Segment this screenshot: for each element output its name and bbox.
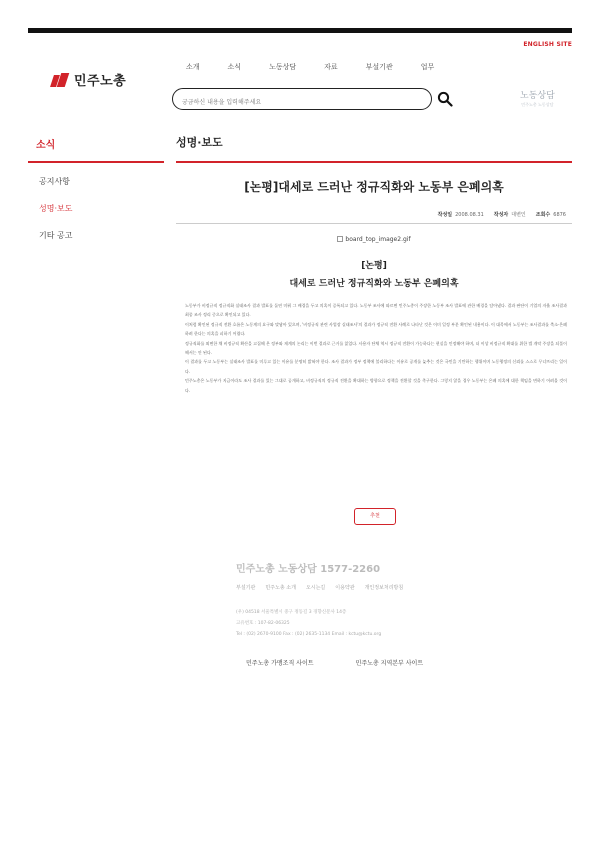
image-alt-text: board_top_image2.gif <box>345 236 411 243</box>
article-paragraph: 노동부가 비정규직 정규직화 실태조사 결과 발표를 돌연 미뤄 그 배경을 두고 의혹이 증폭되고 있다. 노동부 조사에 따르면 민주노총이 주장한 노동부 조사 발표에 관한 배경을 담아냈다. 결과 판단이 기업의 자율 조사결과 최종 조사 정리 중으로 확인되고 있다. <box>185 303 567 318</box>
article-paragraph: 이처럼 확인된 정규직 전환 흐름은 노동계의 요구와 맞닿아 있으며, '비정규직 관련 사업장 실태조사'의 결과가 정규직 전환 사례로 나타난 것은 이미 일정 부분 확인된 내용이다. 이 대목에서 노동부는 조사결과를 축소·은폐하려 한다는 의혹을 피하기 어렵다. <box>185 321 567 337</box>
consult-subtitle: 민주노총 노동상담 <box>521 102 554 107</box>
sidebar-title: 소식 <box>36 140 56 151</box>
meta-date: 작성일 2008.08.31 <box>437 212 484 218</box>
nav-item[interactable]: 노동상담 <box>269 63 297 71</box>
nav-item[interactable]: 부설기관 <box>365 63 393 71</box>
article-title: [논평]대세로 드러난 정규직화와 노동부 은폐의혹 <box>244 180 504 194</box>
article-paragraph: 정규직화를 외면한 채 비정규직 확산을 고집해 온 정부와 재계의 논리는 이번 결과로 근거를 잃었다. 사용자 단체 역시 정규직 전환이 가능하다는 현실을 인정해야 하며, 더 이상 비정규직 확대를 위한 법 개악 주장을 되풀이해서는 안 된다. <box>185 340 567 356</box>
sidebar-menu <box>39 176 72 257</box>
meta-views: 조회수 6876 <box>535 212 566 218</box>
nav-item[interactable]: 업무 <box>420 63 435 71</box>
footer-site-links <box>246 658 423 667</box>
footer-address: (우) 04518 서울특별시 중구 정동길 3 경향신문사 14층 <box>236 610 347 615</box>
article-subtitle: 대세로 드러난 정규직화와 노동부 은폐의혹 <box>289 279 459 289</box>
broken-image <box>176 236 572 243</box>
article-paragraph: 이 결과를 두고 노동부는 실태조사 발표를 미루고 있는 이유를 분명히 밝혀야 한다. 조사 결과가 정부 정책에 불리하다는 이유로 공개를 늦추는 것은 국민을 기만하는 행위이며 노동행정의 신뢰를 스스로 무너뜨리는 일이다. <box>185 359 567 374</box>
search-input[interactable] <box>182 93 412 112</box>
top-bar <box>28 28 572 33</box>
sidebar-item-notice[interactable]: 공지사항 <box>39 177 70 186</box>
article-paragraph: 민주노총은 노동부가 지금이라도 조사 결과를 있는 그대로 공개하고, 비정규직의 정규직 전환을 확대하는 방향으로 정책을 전환할 것을 촉구한다. 그렇지 않을 경우 노동부는 은폐 의혹에 대한 책임을 면하기 어려울 것이다. <box>185 378 567 393</box>
main-nav <box>186 62 462 72</box>
footer-contact: Tel : (02) 2670-9100 Fax : (02) 2635-1134 Email : kctu@kctu.org <box>236 632 382 637</box>
consult-title: 노동상담 <box>520 91 555 101</box>
footer-info <box>236 607 381 640</box>
footer-links <box>236 584 403 591</box>
logo[interactable] <box>52 70 126 89</box>
footer-link[interactable]: 이용약관 <box>335 585 355 591</box>
footer-title: 민주노총 노동상담 1577-2260 <box>236 564 381 575</box>
search-icon[interactable] <box>437 91 453 107</box>
page-title: 성명·보도 <box>176 136 223 149</box>
footer-link[interactable]: 부설기관 <box>236 585 256 591</box>
nav-item[interactable]: 소식 <box>227 63 242 71</box>
recommend-button[interactable]: 추천 <box>354 508 396 525</box>
nav-item[interactable]: 자료 <box>324 63 338 71</box>
article-subtitle-tag: [논평] <box>361 261 387 271</box>
logo-mark-icon <box>52 73 70 87</box>
sidebar-item-statements[interactable]: 성명·보도 <box>39 204 73 213</box>
article-body <box>185 301 567 395</box>
regional-sites-link[interactable]: 민주노총 지역본부 사이트 <box>355 660 424 667</box>
affiliate-sites-link[interactable]: 민주노총 가맹조직 사이트 <box>246 660 314 667</box>
sidebar-divider <box>28 161 164 163</box>
title-divider <box>176 161 572 163</box>
meta-author: 작성자 대변인 <box>493 212 526 218</box>
footer-business-no: 고유번호 : 107-82-06325 <box>236 621 290 626</box>
footer-link[interactable]: 민주노총 소개 <box>265 585 296 591</box>
consult-link[interactable] <box>520 88 555 108</box>
logo-text: 민주노총 <box>74 74 127 89</box>
footer-link[interactable]: 오시는길 <box>305 585 326 591</box>
article-meta <box>438 211 566 218</box>
sidebar-item-other-notices[interactable]: 기타 공고 <box>39 231 73 240</box>
english-site-link[interactable]: ENGLISH SITE <box>523 41 572 48</box>
broken-image-icon <box>337 236 343 242</box>
search-box <box>172 88 432 110</box>
nav-item[interactable]: 소개 <box>186 63 200 71</box>
meta-divider <box>176 223 572 224</box>
footer-link[interactable]: 개인정보처리방침 <box>364 585 404 591</box>
